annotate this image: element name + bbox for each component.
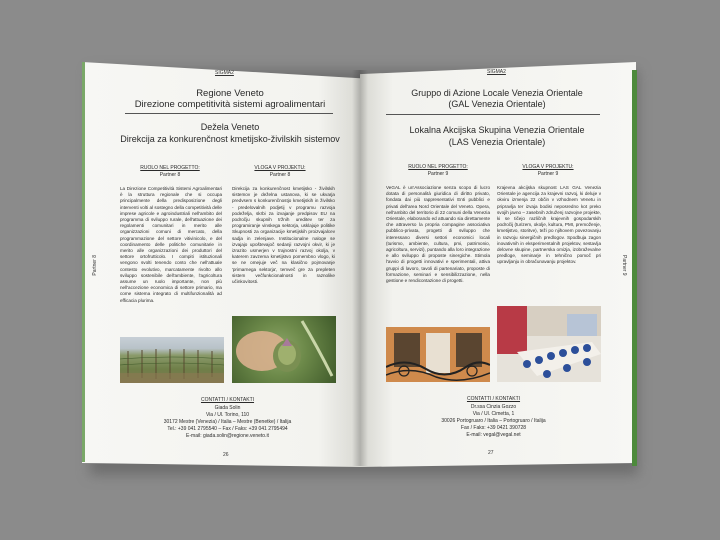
- right-contact-line: E-mail: vegal@vegal.net: [466, 432, 521, 438]
- right-role-value-sl: Partner 9: [537, 171, 559, 177]
- left-contact-line: Via / Ul. Torino, 110: [205, 412, 250, 418]
- right-title-it-1: Gruppo di Azione Locale Venezia Orientale: [411, 88, 583, 98]
- right-title-rule: [386, 114, 600, 115]
- right-title-it-2: (GAL Venezia Orientale): [448, 99, 546, 109]
- left-contact-line: 30172 Mestre (Venezia) / Italia – Mestre (Benetke) / Italija: [163, 419, 292, 425]
- right-contact-line: Via / Ul. Cimetta, 1: [472, 411, 515, 417]
- vineyard-photo: [120, 337, 224, 383]
- right-side-label: Partner 9: [621, 255, 627, 276]
- right-role-label-it: RUOLO NEL PROGETTO:: [408, 164, 468, 170]
- left-page-number: 26: [223, 452, 229, 458]
- left-page-edge: [82, 62, 85, 462]
- left-body-sl: Direkcija za konkurenčnost kmetijsko - živilskih sistemov je deželna ustanova, ki se ukvarja predvsem s konkurenčnostjo kmetijskih in živilsko - predelovalnih podjetij v programu razvoja podeželja, skrbi za izvajanje predpisov EU na področju skupnih tržnih ureditev ter za programiranje vinskega sektorja, usklajuje politike Skupnosti za organizacije kmetijskih proizvajalcev sadja in zelenjave. Institucionalne naloge se izvajajo upoštevajoč sedanji razvojni okvir, ki je izrazito usmerjen v trajnostni razvoj okolja, v katerem zavzema kmetijstvo pomembno vlogo, ki se ne omejuje več na klasično pojmovanje 'primarnega sektorja', temveč gre za prepleten sistem večfunkcionalnosti in raznolike učinkovitosti.: [232, 186, 335, 285]
- left-contact-line: Tel.: +39 041 2795540 – Fax / Faks: +39 041 2795494: [167, 426, 288, 432]
- building-photo: [386, 327, 490, 382]
- left-contact-line: E-mail: giada.solin@regione.veneto.it: [186, 433, 269, 439]
- right-page-number: 27: [488, 450, 494, 456]
- left-title-sl-2: Direkcija za konkurenčnost kmetijsko-živilskih sistemov: [120, 134, 340, 144]
- right-title-sl-2: (LAS Venezia Orientale): [448, 137, 546, 147]
- left-header: SIGMA2: [215, 70, 234, 76]
- meeting-room-photo: [497, 306, 601, 382]
- right-contact-line: 30026 Portogruaro / Italia – Portogruaro / Italija: [441, 418, 546, 424]
- right-contact-title: CONTATTI / KONTAKTI: [466, 396, 521, 402]
- left-contact-title: CONTATTI / KONTAKTI: [200, 397, 255, 403]
- left-title-it-2: Direzione competitività sistemi agroalimentari: [134, 99, 326, 110]
- right-page-edge: [632, 70, 637, 466]
- right-contact-line: Dr.ssa Cinzia Gozzo: [470, 404, 517, 410]
- right-body-it: VeGAL è un'Associazione senza scopo di lucro dotata di personalità giuridica di diritto privato, fondata dai più rappresentativi Enti pubblici e privati dell'area Nord Orientale del Veneto. Opera, nell'ambito del territorio di 22 comuni della Venezia Orientale, elaborando ed attuando sia direttamente che attraverso la propria compagine associativa pubblico-privata, progetti di sviluppo che interessano diversi settori economici locali (turismo, ambiente, cultura, pmi, patrimonio, agricoltura, servizi), puntando alla loro integrazione e allo sviluppo di proposte sinergiche. Stimola l'avvio di progetti innovativi e sperimentali, attiva gruppi di lavoro, tavoli di partenariato, proposte di formazione, seminari e sensibilizzazione, nella gestione e rendicontazione di progetti.: [386, 185, 490, 284]
- left-role-value-it: Partner 8: [159, 172, 181, 178]
- left-title-rule: [125, 113, 333, 114]
- left-role-label-it: RUOLO NEL PROGETTO:: [140, 165, 200, 171]
- left-title-sl-1: Dežela Veneto: [200, 122, 260, 132]
- right-header: SIGMA2: [487, 69, 506, 75]
- artichoke-photo: [232, 316, 336, 383]
- left-side-label: Partner 8: [92, 255, 98, 276]
- right-contact-line: Fax / Faks: +39 0421 390728: [460, 425, 527, 431]
- book-spine: [352, 70, 368, 466]
- left-role-value-sl: Partner 8: [269, 172, 291, 178]
- left-title-it-1: Regione Veneto: [196, 88, 264, 99]
- left-role-label-sl: VLOGA V PROJEKTU:: [254, 165, 306, 171]
- left-body-it: La Direzione Competitività Sistemi Agroalimentari è la struttura regionale che si occupa principalmente della predisposizione degli interventi volti al sostegno della competitività delle imprese agricole e agroindustriali nell'ambito del programma di sviluppo rurale, dell'attuazione dei regolamenti comunitari in merito alle organizzazioni comuni di mercato, della programmazione del settore vitivinicolo, e del coordinamento delle politiche comunitarie in merito alle organizzazioni dei produttori del settore ortofrutticolo. I compiti istituzionali vengono svolti tenendo conto che nell'attuale contesto evolutivo, marcatamente rivolto allo sviluppo sostenibile dell'ambiente, l'agricoltura assume un ruolo importante, non più nell'accezione economica di settore primario, ma come sistema integrato di multifunzionalità ad efficacia plurima.: [120, 186, 222, 303]
- left-contact-line: Giada Solin: [214, 405, 241, 411]
- right-role-value-it: Partner 9: [427, 171, 449, 177]
- right-title-sl-1: Lokalna Akcijska Skupina Venezia Orientale: [409, 125, 585, 135]
- right-body-sl: Krajevna akcijska skupnost LAS GAL Venezia Orientale je agencija za krajevni razvoj, ki deluje v okviru izmenja 22 občin v vzhodnem Venetu in pripravlja ter izvaja bodisi neposredno kot preko svojih javno – zasebnih združenj razvojne projekte, ki se tičejo različnih krajevnih gospodarskih področij (turizem, okolje, kultura, PMI, premoženje, kmetijstvo, storitve), teži po njihovem povezovanju in razvoju sinergičnih predlogov. Spodbuja zagon inovativnih in eksperimentalnih projektov, sestavlja delovne skupine, partnerska omizja, izobraževalne predloge, seminarje in tehnično pomoč pri upravljanju in obračunavanju projektov.: [497, 185, 601, 265]
- right-role-label-sl: VLOGA V PROJEKTU:: [522, 164, 574, 170]
